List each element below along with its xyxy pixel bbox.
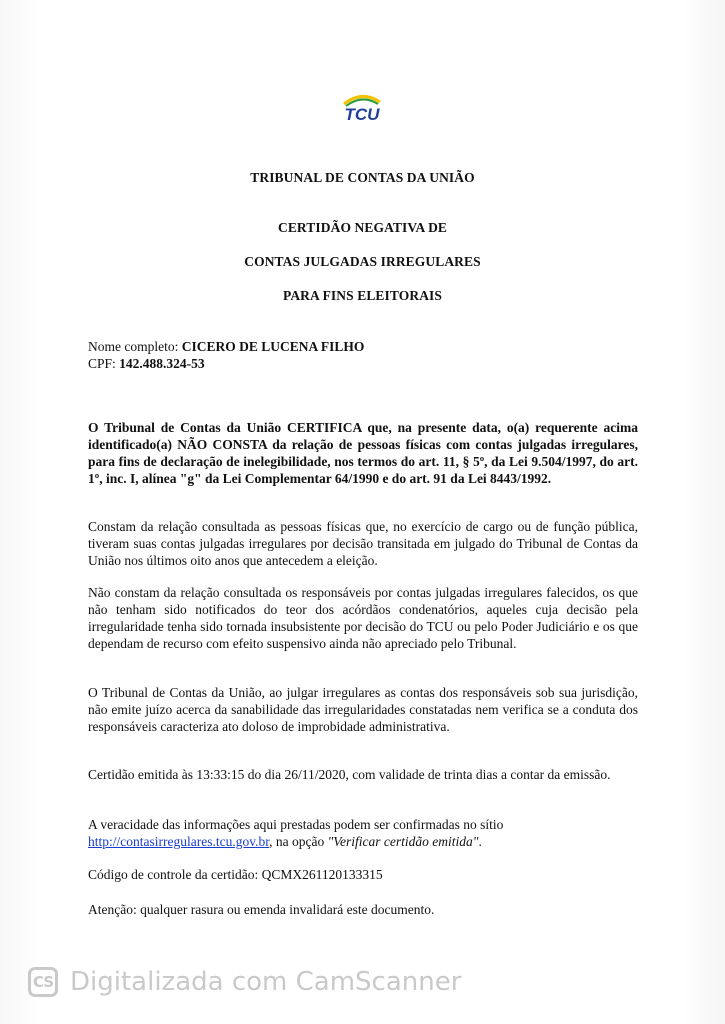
camscanner-icon: CS [28,967,58,997]
identity-section [88,338,638,372]
logo-text: TCU [344,105,380,124]
tcu-logo [338,92,386,126]
verify-option: "Verificar certidão emitida" [327,834,479,849]
title-line-2: CONTAS JULGADAS IRREGULARES [244,254,481,269]
issued-text: Certidão emitida às 13:33:15 do dia 26/11/2020, com validade de trinta dias a contar da emissão. [88,767,611,782]
name-value: CICERO DE LUCENA FILHO [181,339,365,354]
control-code: Código de controle da certidão: QCMX261120133315 [88,867,383,882]
paragraph-3: Não constam da relação consultada os responsáveis por contas julgadas irregulares falecidos, os que não tenham sido notificados do teor dos acórdãos condenatórios, aqueles cuja decisão pela irregularidade tenha sido tornada insubsistente por decisão do TCU ou pelo Poder Judiciário e os que dependam de recurso com efeito suspensivo ainda não apreciado pelo Tribunal. [88,585,638,651]
warning-text: Atenção: qualquer rasura ou emenda invalidará este documento. [88,902,435,917]
cpf-row [88,355,638,372]
paragraph-4: O Tribunal de Contas da União, ao julgar irregulares as contas dos responsáveis sob sua jurisdição, não emite juízo acerca da sanabilidade das irregularidades constatadas nem verifica se a conduta dos responsáveis caracteriza ato doloso de improbidade administrativa. [88,685,638,734]
verify-paragraph [88,816,638,850]
name-label: Nome completo: [88,339,179,354]
title-line-1: CERTIDÃO NEGATIVA DE [277,220,448,235]
cpf-label: CPF: [88,356,116,371]
watermark-text: Digitalizada com CamScanner [70,967,462,997]
verify-link[interactable]: http://contasirregulares.tcu.gov.br [88,834,270,849]
name-row [88,338,638,355]
certify-paragraph: O Tribunal de Contas da União CERTIFICA que, na presente data, o(a) requerente acima identificado(a) NÃO CONSTA da relação de pessoas físicas com contas julgadas irregulares, para fins de declaração de inelegibilidade, nos termos do art. 11, § 5º, da Lei 9.504/1997, do art. 1º, inc. I, alínea "g" da Lei Complementar 64/1990 e do art. 91 da Lei 8443/1992. [88,420,638,486]
cpf-value: 142.488.324-53 [119,356,205,371]
camscanner-watermark [28,964,628,1000]
verify-prefix: A veracidade das informações aqui prestadas podem ser confirmadas no sítio [88,817,504,832]
title-line-3: PARA FINS ELEITORAIS [282,288,443,303]
paragraph-2: Constam da relação consultada as pessoas físicas que, no exercício de cargo ou de função pública, tiveram suas contas julgadas irregulares por decisão transitada em julgado do Tribunal de Contas da União nos últimos oito anos que antecedem a eleição. [88,519,638,568]
verify-middle: , na opção [269,834,328,849]
institution-heading: TRIBUNAL DE CONTAS DA UNIÃO [250,170,475,185]
verify-end: . [478,834,482,849]
